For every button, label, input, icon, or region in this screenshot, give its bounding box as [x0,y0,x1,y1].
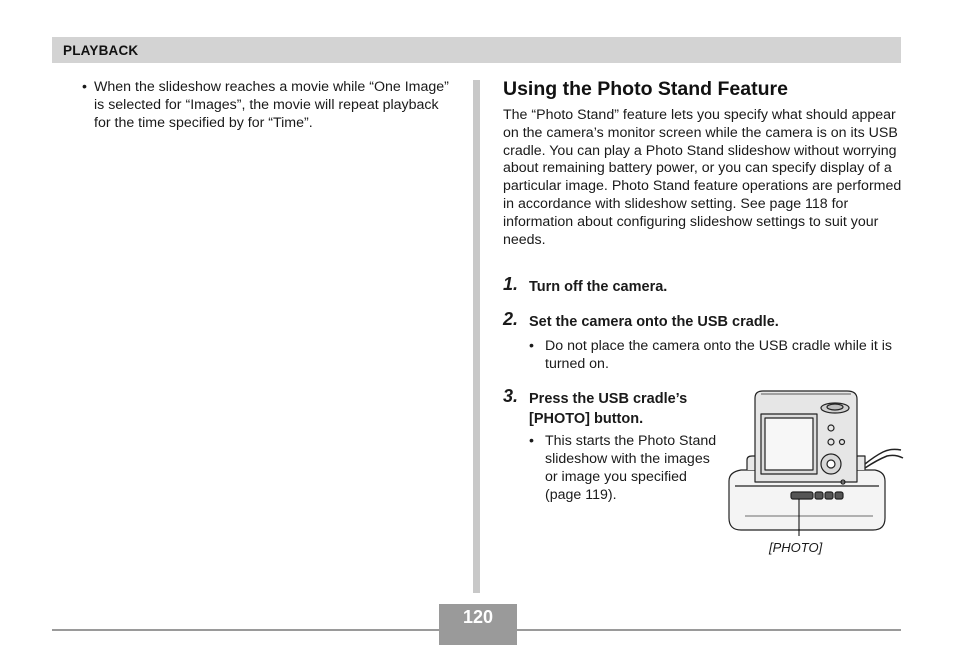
camera-on-cradle-illustration [725,386,905,536]
step-3-note: • This starts the Photo Stand slideshow with the images or image you specified (page 119). [529,432,723,504]
step-2-note: • Do not place the camera onto the USB cradle while it is turned on. [529,337,905,373]
step-text: Turn off the camera. [529,279,668,295]
step-number: 2. [503,309,519,329]
movie-repeat-note: • When the slideshow reaches a movie while “One Image” is selected for “Images”, the movie will repeat playback for the time specified by for “Time”. [82,78,457,132]
step-text-line-2: [PHOTO] button. [529,411,644,427]
step-number: 3. [503,386,519,406]
page-number-tab [439,604,517,630]
page-number: 120 [462,607,494,627]
page-title: Using the Photo Stand Feature [503,78,788,100]
step-text: Set the camera onto the USB cradle. [529,314,779,330]
page-number-tab-lower [439,631,517,645]
step-number: 1. [503,274,519,294]
left-column [82,78,457,132]
photo-button-label: [PHOTO] [769,540,823,555]
section-header-bar [52,37,901,63]
step-text-line-1: Press the USB cradle’s [529,391,688,407]
section-header-label: PLAYBACK [63,43,139,58]
intro-paragraph: The “Photo Stand” feature lets you specify what should appear on the camera’s monitor screen while the camera is on its USB cradle. You can play a Photo Stand slideshow without worrying about remaining battery power, or you can specify display of a particular image. Photo Stand feature operations are performed in accordance with slideshow setting. See page 118 for information about configuring slideshow settings to suit your needs. [503,107,902,248]
right-column [503,78,903,503]
column-divider [473,80,480,593]
